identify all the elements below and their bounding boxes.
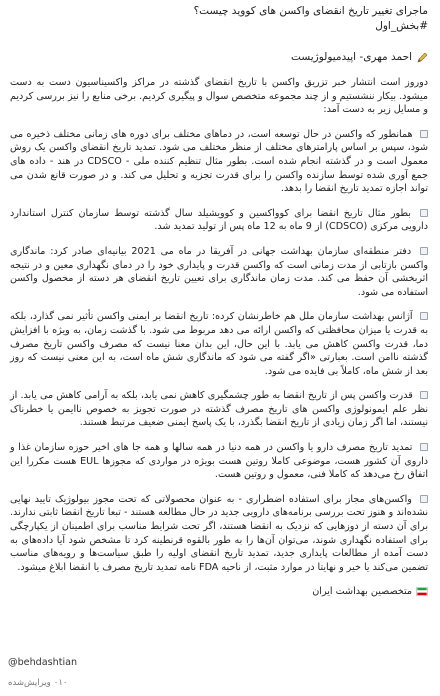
post-title: ماجرای تغییر تاریخ انقضای واکسن های کووید چیست؟ xyxy=(193,5,428,17)
paragraph xyxy=(10,389,428,430)
handle-text[interactable]: @behdashtian xyxy=(8,657,78,668)
checkbox-icon xyxy=(420,312,428,320)
pen-icon xyxy=(416,52,428,64)
paragraph-text: بطور مثال تاریخ انقضا برای کوواکسین و کوویشیلد سال گذشته توسط سازمان کنترل استاندارد دارویی مرکزی (CDSCO) از 9 ماه به 12 ماه پس از تولید تمدید شد. xyxy=(10,207,428,233)
checkbox-icon xyxy=(420,391,428,399)
paragraph xyxy=(10,441,428,482)
author-name: احمد مهری- اپیدمیولوژیست xyxy=(291,51,412,63)
paragraph-text: آژانس بهداشت سازمان ملل هم خاطرنشان کرده: تاریخ انقضا بر ایمنی واکسن تأثیر نمی گذارد، بلکه به قدرت یا میزان محافظتی که واکسن ارائه می دهد مربوط می شود. با گذشت زمان، به ویژه با افزایش دما، قدرت واکسن کاهش می یابد. با این حال، این بدان معنا نیست که مصرف واکسن تاریخ مصرف گذشته ناامن است. بعبارتی «اگر گفته می شود که ماندگاری شش ماه است، به این معنی نیست که روز بعد از شش ماه، کاملاً بی فایده می شود. xyxy=(10,311,428,377)
signature-text: متخصصین بهداشت ایران xyxy=(312,586,412,598)
post-hashtag[interactable]: #بخش_اول xyxy=(375,20,428,32)
paragraph xyxy=(10,493,428,575)
edited-label: ویرایش‌شده xyxy=(8,678,51,688)
paragraph-text: تمدید تاریخ مصرف دارو یا واکسن در همه دنیا در همه سالها و همه جا های اخیر حوزه سازمان غذا و داروی آن کشور هست، موضوعی کاملا روتین هست بویژه در مواردی که مجوزها EUL هست مکررا این اتفاق رخ می‌دهد که کاملا فنی، معمول و روتین هست. xyxy=(10,442,429,481)
paragraph-text: واکسن‌های مجاز برای استفاده اضطراری - به عنوان محصولاتی که تحت مجوز بیولوژیک تایید نهایی نشده‌اند و هنوز تحت بررسی برنامه‌های دارویی جدید در حال مطالعه هستند - تبعا تاریخ انقضا ثابتی ندارند. برای آن دسته از دوزهایی که نزدیک به انقضا هستند، اگر تحت شرایط مناسب برای اطمینان از یکپارچگی برای استفاده نگهداری شوند، می‌توان آن‌ها را به طور بالقوه قرنطینه کرد تا مشخص شود آیا داده‌های به دست آمده از مطالعات پایداری جدید، تمدید تاریخ انقضای اولیه را طبق سیاست‌ها و رویه‌های مناسب تضمین می‌کند یا خیر و نهایتا در موارد مثبت، از ناحیه FDA نامه تمدید تاریخ مصرف یا انقضا ابلاغ میشود. xyxy=(10,493,428,573)
paragraph-text: قدرت واکسن پس از تاریخ انقضا به طور چشمگیری کاهش نمی یابد، بلکه به آرامی کاهش می یابد. از نظر علم ایمونولوژی واکسن های تاریخ مصرف گذشته در صورت تجویز به خصوص ناایمن یا خطرناک نیستند، اما اگر زمان زیادی از تاریخ انقضا بگذرد، با یک پاسخ ایمنی ضعیف مرتبط هستند. xyxy=(10,390,428,429)
paragraph-text: همانطور که واکسن در حال توسعه است، در دماهای مختلف برای دوره های زمانی مختلف ذخیره می شود، سپس بر اساس پارامترهای مختلف از منظر مختلف می شود. تمدید تاریخ انقضای واکسن یک روش معمول است و در گذشته انجام شده است. بطور مثال تنظیم کننده ملی - CDSCO در هند - داده های جمع آوری شده توسط سازنده واکسن را برای قدرت تجزیه و تحلیل می کند. و در صورت قانع شدن می تواند اجازه تمدید تاریخ انقضا را بدهد. xyxy=(10,128,428,195)
paragraph xyxy=(10,128,428,196)
checkbox-icon xyxy=(420,209,428,217)
view-count: ۰۱۰ xyxy=(53,678,68,688)
channel-handle[interactable] xyxy=(8,657,77,668)
checkbox-icon xyxy=(420,443,428,451)
checkbox-icon xyxy=(420,495,428,503)
checkbox-icon xyxy=(420,247,428,255)
paragraph xyxy=(10,245,428,299)
author-line xyxy=(10,50,428,65)
paragraph xyxy=(10,207,428,234)
signature-line xyxy=(10,586,428,597)
post-footer xyxy=(8,678,67,688)
paragraph-text: دوروز است انتشار خبر تزریق واکسن با تاریخ انقضای گذشته در مراکز واکسیناسیون دست به دست میشود. بیکار ننشستیم و از چند مجموعه متخصص سوال و پیگیری کردیم. برخی منابع را نیز بررسی کردیم و مسایل زیر به دست آمد: xyxy=(10,77,428,116)
paragraph-intro xyxy=(10,76,428,117)
paragraph-text: دفتر منطقه‌ای سازمان بهداشت جهانی در آفریقا در ماه می 2021 بیانیه‌ای صادر کرد: ماندگاری واکسن بازتابی از مدت زمانی است که واکسن قدرت و پایداری خود را در دمای نگهداری معین و در نتیجه اثربخشی آن حفظ می کند. مدت زمان ماندگاری برای تعیین تاریخ انقضای هر دسته از محصول واکسن استفاده می شود. xyxy=(10,245,428,298)
paragraph xyxy=(10,310,428,378)
checkbox-icon xyxy=(420,130,428,138)
iran-flag-icon xyxy=(416,587,428,596)
